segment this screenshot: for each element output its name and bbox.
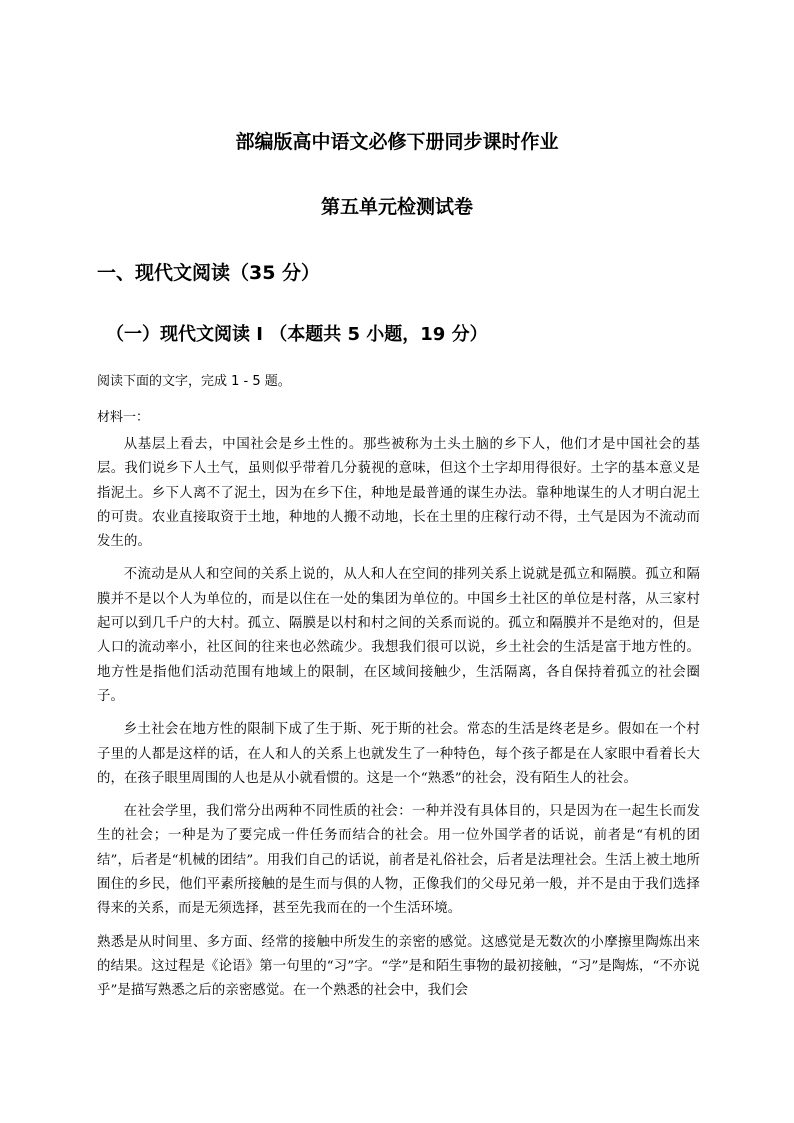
section-heading: 一、现代文阅读（35 分） [97, 262, 321, 284]
subsection-heading: （一）现代文阅读 Ⅰ （本题共 5 小题，19 分） [106, 324, 488, 345]
document-title: 部编版高中语文必修下册同步课时作业 [235, 131, 559, 153]
paragraph: 在社会学里，我们常分出两种不同性质的社会：一种并没有具体目的，只是因为在一起生长而发生的社会；一种是为了要完成一件任务而结合的社会。用一位外国学者的话说，前者是“有机的团结”，后者是“机械的团结”。用我们自己的话说，前者是礼俗社会，后者是法理社会。生活上被土地所囿住的乡民，他们平素所接触的是生而与俱的人物，正像我们的父母兄弟一般，并不是由于我们选择得来的关系，而是无须选择，甚至先我而在的一个生活环境。 [97, 804, 700, 917]
document-subtitle: 第五单元检测试卷 [320, 196, 473, 218]
paragraph: 熟悉是从时间里、多方面、经常的接触中所发生的亲密的感觉。这感觉是无数次的小摩擦里陶炼出来的结果。这过程是《论语》第一句里的“习”字。“学”是和陌生事物的最初接触，“习”是陶炼，“不亦说乎”是描写熟悉之后的亲密感觉。在一个熟悉的社会中，我们会 [97, 934, 700, 999]
reading-instruction: 阅读下面的文字，完成 1 - 5 题。 [97, 374, 291, 389]
material-body [97, 433, 700, 1004]
paragraph: 从基层上看去，中国社会是乡土性的。那些被称为土头土脑的乡下人，他们才是中国社会的基层。我们说乡下人土气，虽则似乎带着几分藐视的意味，但这个土字却用得很好。土字的基本意义是指泥土。乡下人离不了泥土，因为在乡下住，种地是最普通的谋生办法。靠种地谋生的人才明白泥土的可贵。农业直接取资于土地，种地的人搬不动地，长在土里的庄稼行动不得，土气是因为不流动而发生的。 [97, 437, 700, 550]
material-label: 材料一： [97, 410, 150, 425]
paragraph: 不流动是从人和空间的关系上说的，从人和人在空间的排列关系上说就是孤立和隔膜。孤立和隔膜并不是以个人为单位的，而是以住在一处的集团为单位的。中国乡土社区的单位是村落，从三家村起可以到几千户的大村。孤立、隔膜是以村和村之间的关系而说的。孤立和隔膜并不是绝对的，但是人口的流动率小，社区间的往来也必然疏少。我想我们很可以说，乡土社会的生活是富于地方性的。地方性是指他们活动范围有地域上的限制，在区域间接触少，生活隔离，各自保持着孤立的社会圈子。 [97, 567, 700, 704]
paragraph: 乡土社会在地方性的限制下成了生于斯、死于斯的社会。常态的生活是终老是乡。假如在一个村子里的人都是这样的话，在人和人的关系上也就发生了一种特色，每个孩子都是在人家眼中看着长大的，在孩子眼里周围的人也是从小就看惯的。这是一个“熟悉”的社会，没有陌生人的社会。 [97, 722, 700, 786]
